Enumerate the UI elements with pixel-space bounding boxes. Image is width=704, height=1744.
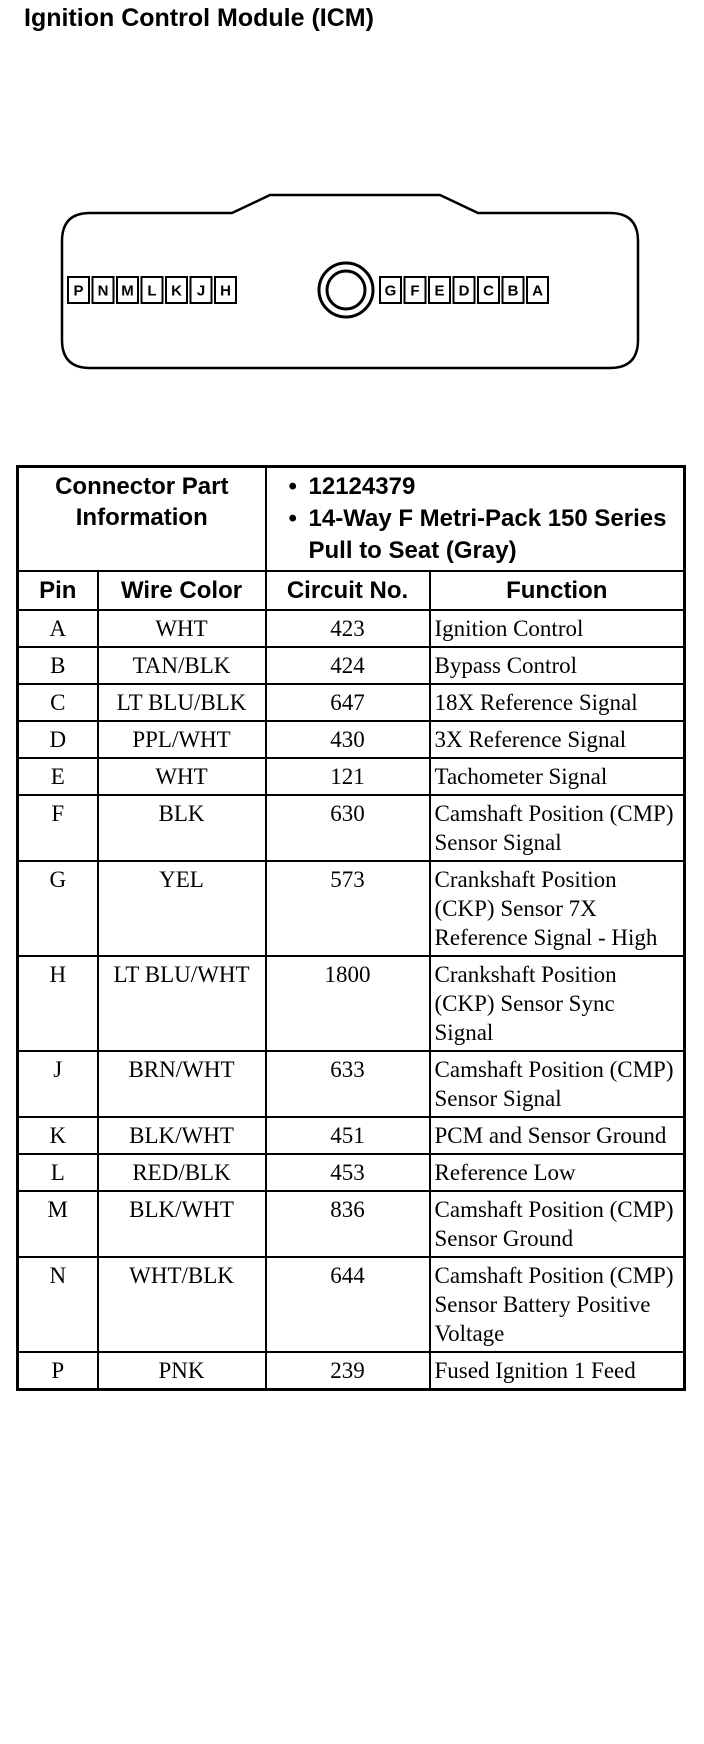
pin-box-d xyxy=(454,277,475,303)
pin-cell: M xyxy=(18,1191,98,1257)
column-header-circuit-no: Circuit No. xyxy=(266,571,430,610)
circuit-cell: 1800 xyxy=(266,956,430,1051)
pin-box-k xyxy=(166,277,187,303)
wire-color-cell: BLK/WHT xyxy=(98,1117,266,1154)
pin-cell: E xyxy=(18,758,98,795)
function-cell: Tachometer Signal xyxy=(430,758,685,795)
pin-box-h xyxy=(215,277,236,303)
column-header-pin: Pin xyxy=(18,571,98,610)
pin-box-g xyxy=(380,277,401,303)
table-row xyxy=(18,758,685,795)
circuit-cell: 453 xyxy=(266,1154,430,1191)
wire-color-cell: YEL xyxy=(98,861,266,956)
pin-box-b xyxy=(503,277,524,303)
pin-box-p xyxy=(68,277,89,303)
pin-cell: B xyxy=(18,647,98,684)
pin-cell: G xyxy=(18,861,98,956)
pin-box-e xyxy=(429,277,450,303)
wire-color-cell: BRN/WHT xyxy=(98,1051,266,1117)
circuit-cell: 573 xyxy=(266,861,430,956)
table-row xyxy=(18,1051,685,1117)
table-row xyxy=(18,1117,685,1154)
pin-label: A xyxy=(532,282,543,300)
pin-label: K xyxy=(171,282,182,300)
wire-color-cell: RED/BLK xyxy=(98,1154,266,1191)
wire-color-cell: PNK xyxy=(98,1352,266,1390)
function-cell: Camshaft Position (CMP) Sensor Signal xyxy=(430,795,685,861)
pin-box-l xyxy=(142,277,163,303)
circuit-cell: 633 xyxy=(266,1051,430,1117)
table-row xyxy=(18,1352,685,1390)
pin-box-n xyxy=(93,277,114,303)
pin-box-c xyxy=(478,277,499,303)
column-header-wire-color: Wire Color xyxy=(98,571,266,610)
circuit-cell: 451 xyxy=(266,1117,430,1154)
table-row xyxy=(18,956,685,1051)
connector-info-label: Connector Part Information xyxy=(18,467,266,572)
pin-label: D xyxy=(458,282,470,300)
function-cell: Camshaft Position (CMP) Sensor Battery Positive Voltage xyxy=(430,1257,685,1352)
connector-info-row xyxy=(18,467,685,572)
pin-cell: J xyxy=(18,1051,98,1117)
pin-cell: F xyxy=(18,795,98,861)
pin-label: G xyxy=(384,282,397,300)
table-row xyxy=(18,610,685,647)
wire-color-cell: LT BLU/BLK xyxy=(98,684,266,721)
circuit-cell: 424 xyxy=(266,647,430,684)
circuit-cell: 630 xyxy=(266,795,430,861)
pin-label: C xyxy=(483,282,494,300)
pin-label: M xyxy=(121,282,134,300)
function-cell: Camshaft Position (CMP) Sensor Signal xyxy=(430,1051,685,1117)
connector-part-number: • 12124379 xyxy=(309,471,680,503)
function-cell: 18X Reference Signal xyxy=(430,684,685,721)
pin-label: H xyxy=(220,282,231,300)
center-key xyxy=(319,263,373,317)
table-row xyxy=(18,1154,685,1191)
circuit-cell: 836 xyxy=(266,1191,430,1257)
circuit-cell: 121 xyxy=(266,758,430,795)
pin-label: P xyxy=(73,282,84,300)
pin-cell: H xyxy=(18,956,98,1051)
pin-cell: N xyxy=(18,1257,98,1352)
function-cell: Bypass Control xyxy=(430,647,685,684)
table-row xyxy=(18,1191,685,1257)
column-header-row xyxy=(18,571,685,610)
wire-color-cell: LT BLU/WHT xyxy=(98,956,266,1051)
wire-color-cell: WHT xyxy=(98,610,266,647)
table-row xyxy=(18,647,685,684)
pin-label: F xyxy=(410,282,420,300)
circuit-cell: 430 xyxy=(266,721,430,758)
function-cell: Fused Ignition 1 Feed xyxy=(430,1352,685,1390)
wire-color-cell: PPL/WHT xyxy=(98,721,266,758)
pin-box-a xyxy=(527,277,548,303)
pin-label: N xyxy=(97,282,109,300)
pin-cell: L xyxy=(18,1154,98,1191)
connector-description: • 14-Way F Metri-Pack 150 Series Pull to Seat (Gray) xyxy=(309,503,680,567)
circuit-cell: 647 xyxy=(266,684,430,721)
pin-label: B xyxy=(507,282,519,300)
circuit-cell: 423 xyxy=(266,610,430,647)
pin-cell: K xyxy=(18,1117,98,1154)
function-cell: Reference Low xyxy=(430,1154,685,1191)
table-row xyxy=(18,721,685,758)
pin-label: E xyxy=(434,282,445,300)
wire-color-cell: BLK xyxy=(98,795,266,861)
wire-color-cell: BLK/WHT xyxy=(98,1191,266,1257)
pin-box-j xyxy=(191,277,212,303)
pin-label: L xyxy=(147,282,157,300)
function-cell: Crankshaft Position (CKP) Sensor 7X Reference Signal - High xyxy=(430,861,685,956)
pin-cell: A xyxy=(18,610,98,647)
pin-cell: D xyxy=(18,721,98,758)
table-row xyxy=(18,795,685,861)
function-cell: PCM and Sensor Ground xyxy=(430,1117,685,1154)
pin-cell: P xyxy=(18,1352,98,1390)
pin-label: J xyxy=(196,282,206,300)
circuit-cell: 239 xyxy=(266,1352,430,1390)
pinout-table xyxy=(16,465,686,1391)
function-cell: 3X Reference Signal xyxy=(430,721,685,758)
circuit-cell: 644 xyxy=(266,1257,430,1352)
wire-color-cell: WHT/BLK xyxy=(98,1257,266,1352)
wire-color-cell: TAN/BLK xyxy=(98,647,266,684)
page-title: Ignition Control Module (ICM) xyxy=(24,4,374,32)
function-cell: Crankshaft Position (CKP) Sensor Sync Signal xyxy=(430,956,685,1051)
pin-box-f xyxy=(405,277,426,303)
pin-cell: C xyxy=(18,684,98,721)
table-row xyxy=(18,684,685,721)
connector-diagram xyxy=(0,0,704,420)
pin-row-right xyxy=(380,277,548,303)
pin-box-m xyxy=(117,277,138,303)
function-cell: Camshaft Position (CMP) Sensor Ground xyxy=(430,1191,685,1257)
column-header-function: Function xyxy=(430,571,685,610)
table-row xyxy=(18,861,685,956)
function-cell: Ignition Control xyxy=(430,610,685,647)
wire-color-cell: WHT xyxy=(98,758,266,795)
connector-info-values xyxy=(266,467,685,572)
pin-row-left xyxy=(68,277,236,303)
table-row xyxy=(18,1257,685,1352)
